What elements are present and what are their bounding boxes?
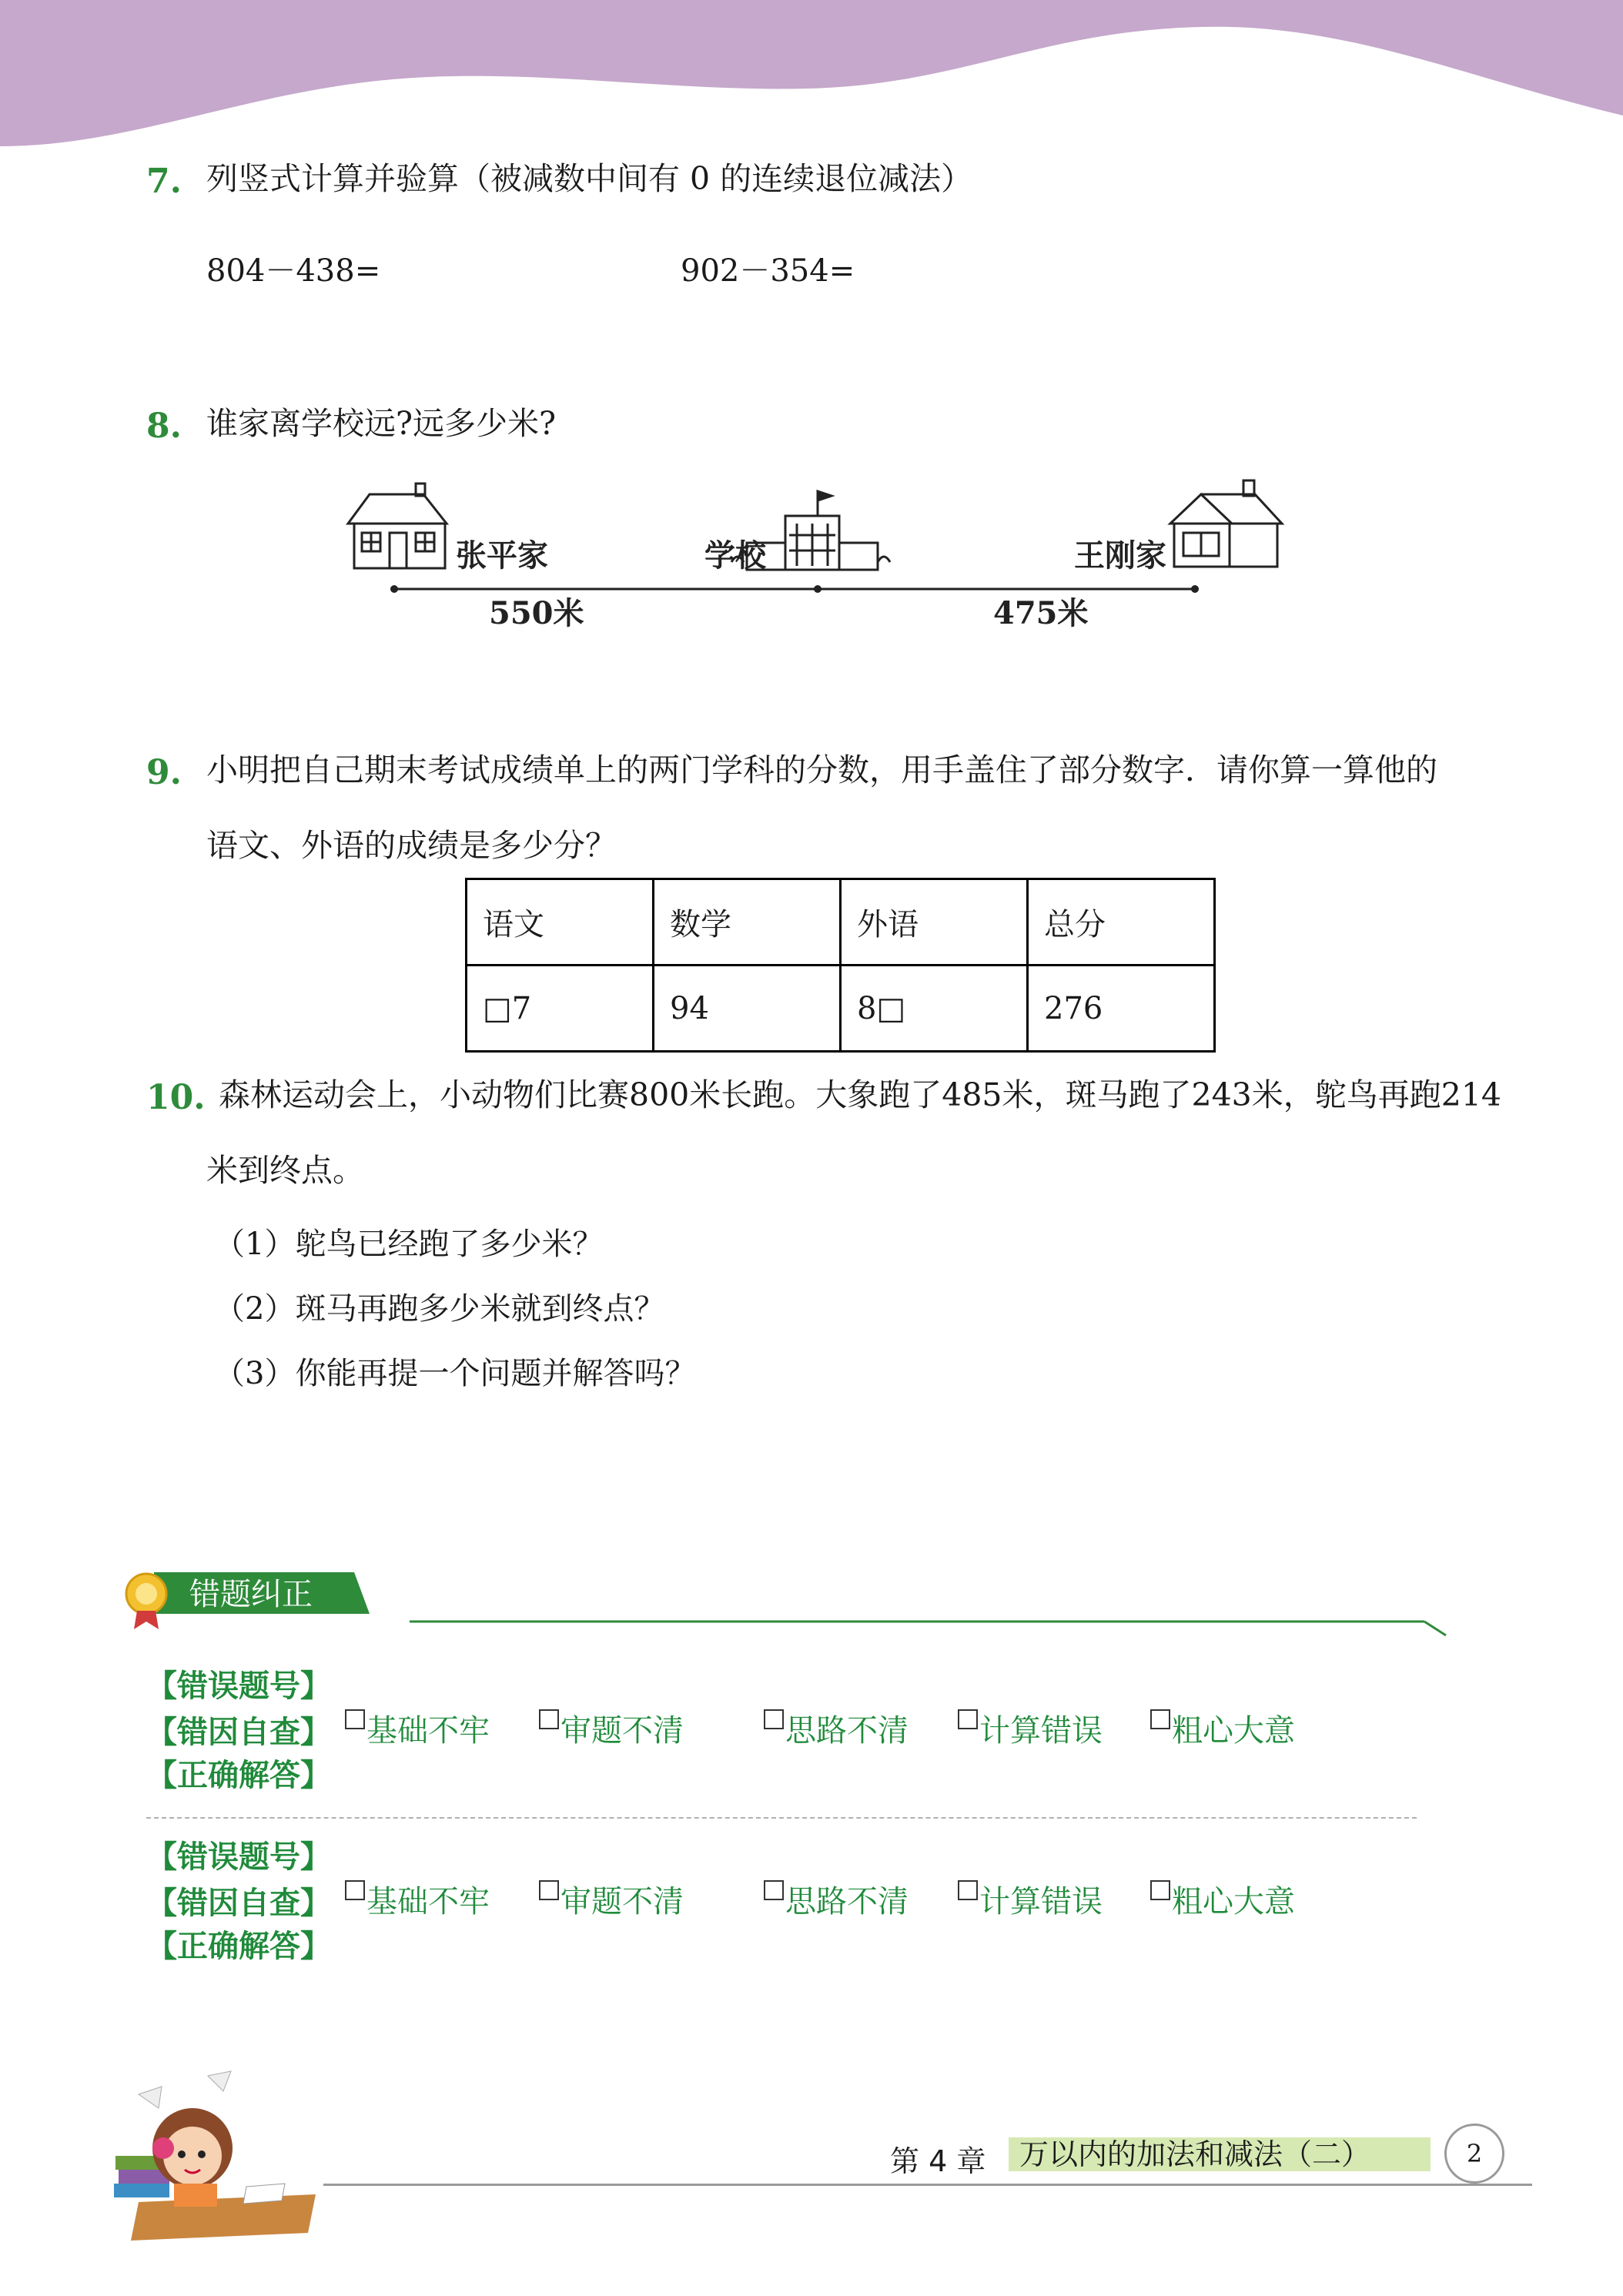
table-header-cell: 语文 [467, 879, 654, 966]
left-house-label: 张平家 [456, 537, 548, 574]
question-8-number: 8. [146, 407, 182, 446]
option-label: 审题不清 [561, 1884, 684, 1919]
option-basic[interactable] [345, 1706, 490, 1750]
option-reading[interactable] [539, 1706, 684, 1750]
score-table [465, 878, 1216, 1053]
wrong-number-label: 【错误题号】 [146, 1668, 331, 1704]
question-7-text: 列竖式计算并验算（被减数中间有 0 的连续退位减法） [206, 160, 973, 197]
school-label: 学校 [704, 537, 766, 574]
banner-title: 错题纠正 [189, 1577, 313, 1612]
question-9-text-line2: 语文、外语的成绩是多少分？ [206, 827, 617, 864]
q10-subquestion-3: （3）你能再提一个问题并解答吗？ [214, 1356, 696, 1391]
school-point [814, 585, 822, 593]
footer-chapter: 第 4 章 [890, 2144, 986, 2178]
question-9-number: 9. [146, 753, 182, 792]
option-label: 计算错误 [979, 1713, 1103, 1749]
table-header-cell: 数学 [654, 879, 841, 966]
q7-expression-1: 804－438= [206, 253, 381, 289]
right-house-label: 王刚家 [1074, 537, 1166, 574]
option-careless[interactable] [1150, 1877, 1295, 1921]
checkbox-icon[interactable] [764, 1709, 784, 1729]
option-calculation[interactable] [958, 1706, 1103, 1750]
student-illustration-icon [108, 2048, 323, 2248]
option-label: 思路不清 [785, 1884, 909, 1919]
option-label: 计算错误 [979, 1884, 1103, 1919]
option-careless[interactable] [1150, 1706, 1295, 1750]
option-calculation[interactable] [958, 1877, 1103, 1921]
option-thinking[interactable] [764, 1877, 909, 1921]
option-label: 基础不牢 [366, 1884, 490, 1919]
checkbox-icon[interactable] [345, 1709, 365, 1729]
page-number: 2 [1444, 2124, 1504, 2184]
cause-check-label: 【错因自查】 [146, 1886, 331, 1921]
table-header-cell: 总分 [1028, 879, 1215, 966]
footer-rule [323, 2184, 1532, 2186]
right-point [1191, 585, 1199, 593]
option-label: 粗心大意 [1172, 1884, 1295, 1919]
left-distance-label: 550米 [489, 595, 584, 631]
question-10-text-line2: 米到终点。 [206, 1152, 364, 1189]
q7-expression-2: 902－354= [681, 253, 855, 289]
section-divider [146, 1817, 1417, 1819]
left-point [390, 585, 398, 593]
correct-answer-label: 【正确解答】 [146, 1758, 331, 1793]
question-10-text-line1: 森林运动会上，小动物们比赛800米长跑。大象跑了485米，斑马跑了243米，鸵鸟再跑214 [219, 1076, 1502, 1113]
table-cell: 276 [1028, 966, 1215, 1052]
checkbox-icon[interactable] [1150, 1880, 1170, 1900]
right-distance-label: 475米 [993, 595, 1089, 631]
checkbox-icon[interactable] [539, 1880, 559, 1900]
q10-subquestion-2: （2）斑马再跑多少米就到终点？ [214, 1291, 665, 1327]
q10-subquestion-1: （1）鸵鸟已经跑了多少米？ [214, 1227, 604, 1262]
option-label: 粗心大意 [1172, 1713, 1295, 1749]
table-cell: □7 [467, 966, 654, 1052]
question-7-number: 7. [146, 162, 182, 201]
option-thinking[interactable] [764, 1706, 909, 1750]
option-label: 基础不牢 [366, 1713, 490, 1749]
table-cell: 8□ [841, 966, 1028, 1052]
question-8-text: 谁家离学校远?远多少米? [206, 405, 556, 442]
checkbox-icon[interactable] [958, 1880, 978, 1900]
question-10-number: 10. [146, 1078, 206, 1117]
footer-title: 万以内的加法和减法（二） [1009, 2137, 1431, 2171]
option-reading[interactable] [539, 1877, 684, 1921]
checkbox-icon[interactable] [1150, 1709, 1170, 1729]
option-label: 审题不清 [561, 1713, 684, 1749]
left-house-icon [348, 484, 447, 568]
header-wave [0, 0, 1623, 154]
wrong-number-label: 【错误题号】 [146, 1839, 331, 1875]
cause-check-label: 【错因自查】 [146, 1715, 331, 1750]
correction-banner [123, 1568, 1455, 1637]
table-header-cell: 外语 [841, 879, 1028, 966]
table-header-row [467, 879, 1215, 966]
option-label: 思路不清 [785, 1713, 909, 1749]
distance-figure [339, 477, 1309, 647]
checkbox-icon[interactable] [345, 1880, 365, 1900]
option-basic[interactable] [345, 1877, 490, 1921]
checkbox-icon[interactable] [764, 1880, 784, 1900]
table-row [467, 966, 1215, 1052]
checkbox-icon[interactable] [539, 1709, 559, 1729]
question-9-text-line1: 小明把自己期末考试成绩单上的两门学科的分数，用手盖住了部分数字．请你算一算他的 [206, 751, 1437, 788]
right-house-icon [1170, 480, 1282, 567]
table-cell: 94 [654, 966, 841, 1052]
checkbox-icon[interactable] [958, 1709, 978, 1729]
correct-answer-label: 【正确解答】 [146, 1929, 331, 1964]
